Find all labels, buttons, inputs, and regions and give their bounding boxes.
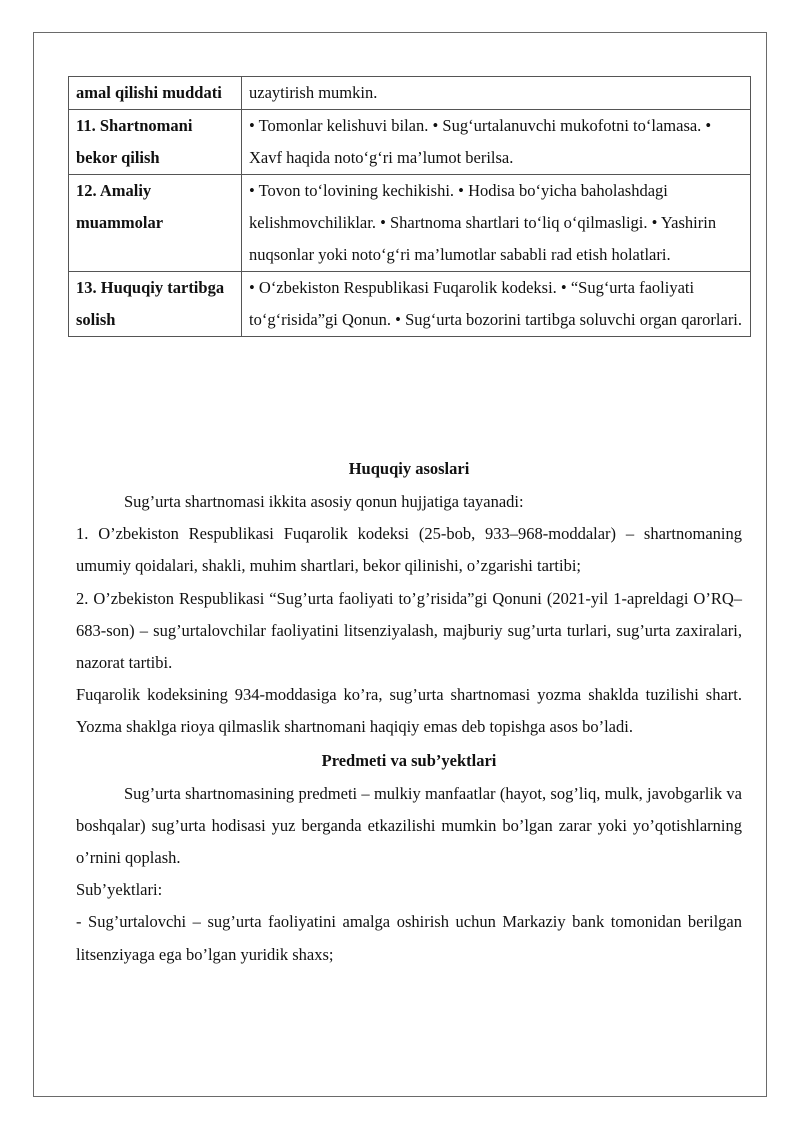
- list-item-civil-code: 1. O’zbekiston Respublikasi Fuqarolik kodeksi (25-bob, 933–968-moddalar) – shartnomaning umumiy qoidalari, shakli, muhim shartlari, bekor qilinishi, o’zgarishi tartibi;: [76, 524, 742, 576]
- list-item-insurance-law: 2. O’zbekiston Respublikasi “Sug’urta faoliyati to’g’risida”gi Qonuni (2021-yil 1-apreldagi O’RQ–683-son) – sug’urtalovchilar faoliyatini litsenziyalash, majburiy sug’urta turlari, sug’urta zaxiralari, nazorat tartibi.: [76, 588, 742, 673]
- table-row: [69, 272, 751, 337]
- row-label: 11. Shartnomani bekor qilish: [69, 110, 242, 175]
- row-label: 13. Huquqiy tartibga solish: [69, 272, 242, 337]
- section-heading-legal-basis: Huquqiy asoslari: [348, 459, 470, 478]
- paragraph-written-form: Fuqarolik kodeksining 934-moddasiga ko’ra, sug’urta shartnomasi yozma shaklda tuzilishi shart. Yozma shaklga rioya qilmaslik shartnomani haqiqiy emas deb topishga asos bo’ladi.: [76, 685, 742, 737]
- row-label: amal qilishi muddati: [69, 77, 242, 110]
- document-body: [76, 452, 742, 971]
- row-text: uzaytirish mumkin.: [242, 77, 751, 110]
- paragraph-intro: Sug’urta shartnomasi ikkita asosiy qonun hujjatiga tayanadi:: [124, 492, 524, 511]
- list-item-insurer: - Sug’urtalovchi – sug’urta faoliyatini amalga oshirish uchun Markaziy bank tomonidan berilgan litsenziyaga ega bo’lgan yuridik shaxs;: [76, 912, 742, 964]
- table-row: [69, 175, 751, 272]
- row-text: • O‘zbekiston Respublikasi Fuqarolik kodeksi. • “Sug‘urta faoliyati to‘g‘risida”gi Qonun. • Sug‘urta bozorini tartibga soluvchi organ qarorlari.: [242, 272, 751, 337]
- subjects-label: Sub’yektlari:: [76, 880, 163, 900]
- paragraph-subject: Sug’urta shartnomasining predmeti – mulkiy manfaatlar (hayot, sog’liq, mulk, javobgarlik va boshqalar) sug’urta hodisasi yuz berganda etkazilishi mumkin bo’lgan zarar yoki yo’qotishlarning o’rnini qoplash.: [76, 783, 742, 868]
- row-text: • Tovon to‘lovining kechikishi. • Hodisa bo‘yicha baholashdagi kelishmovchiliklar. • Shartnoma shartlari to‘liq o‘qilmasligi. • Yashirin nuqsonlar yoki noto‘g‘ri ma’lumotlar sababli rad etish holatlari.: [242, 175, 751, 272]
- row-label: 12. Amaliy muammolar: [69, 175, 242, 272]
- table-row: [69, 77, 751, 110]
- row-text: • Tomonlar kelishuvi bilan. • Sug‘urtalanuvchi mukofotni to‘lamasa. • Xavf haqida noto‘g‘ri ma’lumot berilsa.: [242, 110, 751, 175]
- section-heading-subject: Predmeti va sub’yektlari: [321, 750, 497, 770]
- table-row: [69, 110, 751, 175]
- summary-table: [68, 76, 751, 337]
